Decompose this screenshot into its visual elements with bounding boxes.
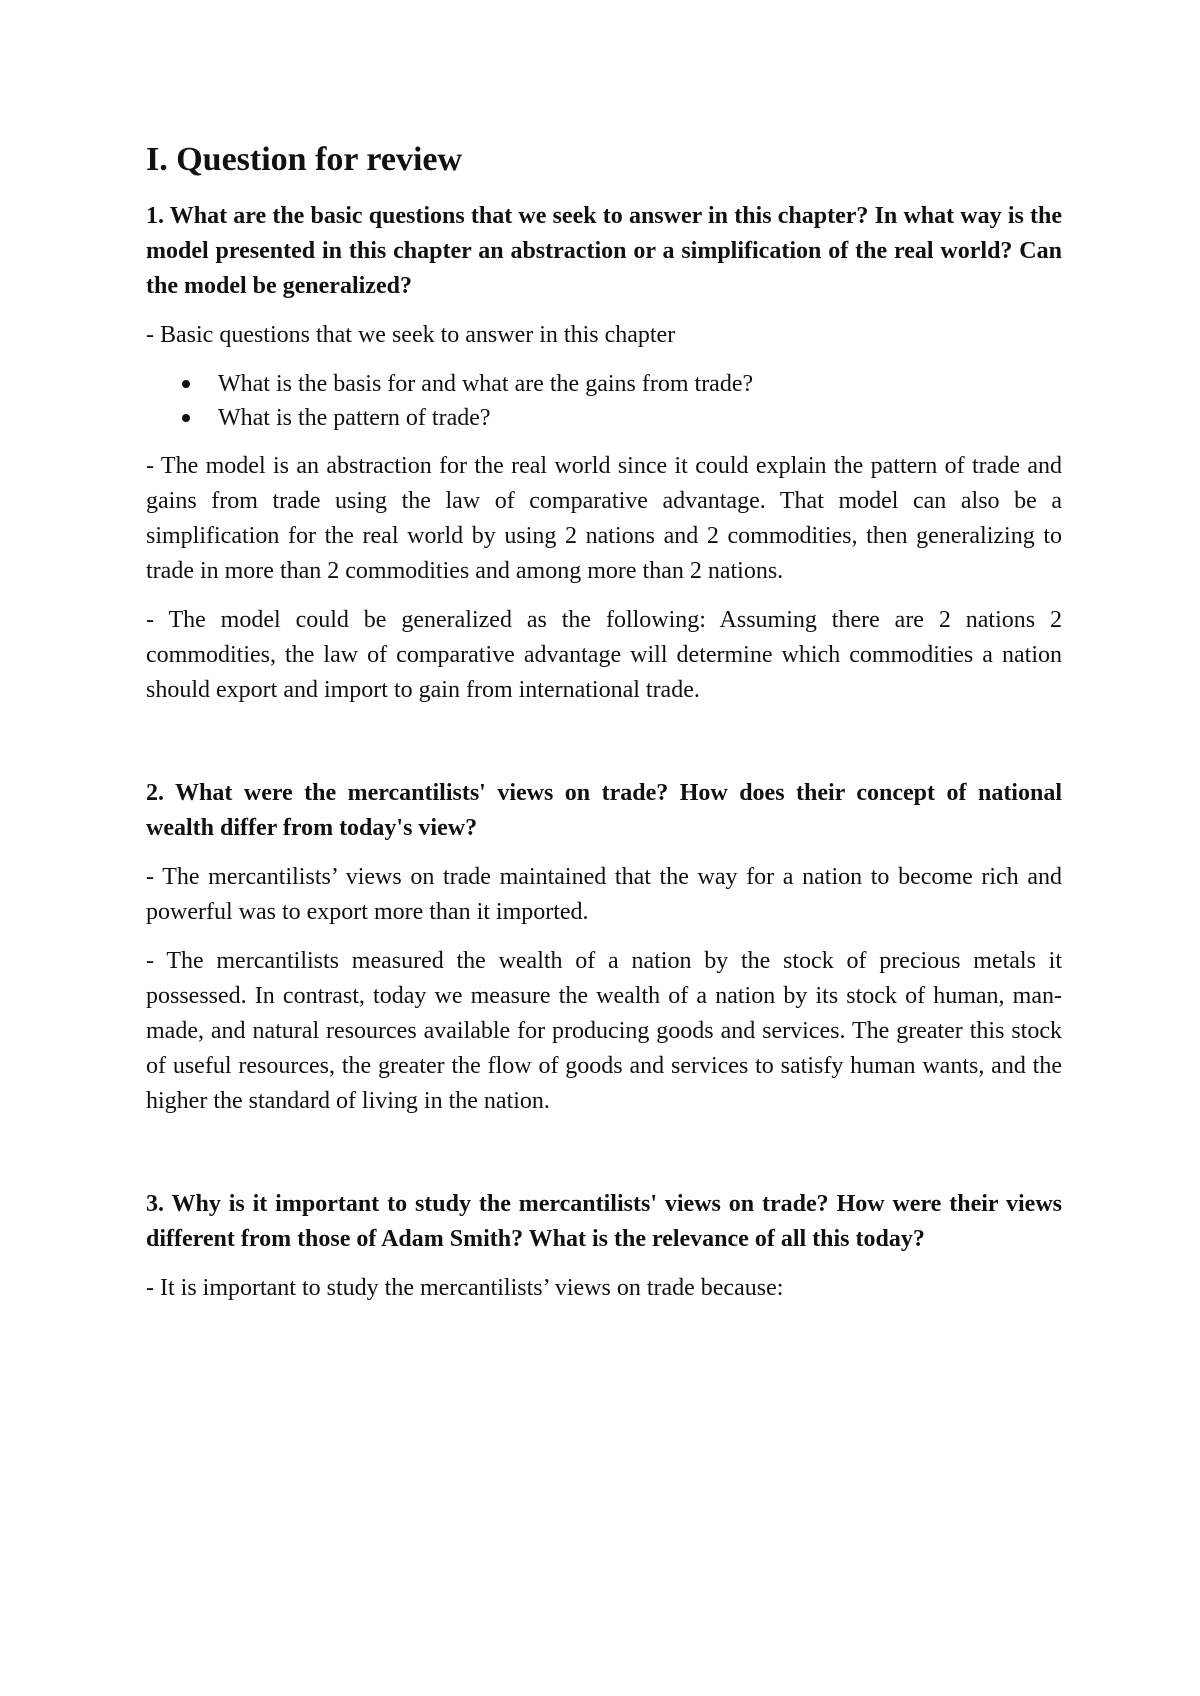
question-3: 3. Why is it important to study the mercantilists' views on trade? How were their views different from those of Adam Smith? What is the relevance of all this today? <box>146 1190 1062 1252</box>
spacer <box>146 1133 1062 1187</box>
q1-answer-2: - The model could be generalized as the following: Assuming there are 2 nations 2 commodities, the law of comparative advantage will determine which commodities a nation should export and import to gain from international trade. <box>146 606 1062 703</box>
list-item-text: What is the pattern of trade? <box>218 404 491 431</box>
q2-answer-2: - The mercantilists measured the wealth of a nation by the stock of precious metals it possessed. In contrast, today we measure the wealth of a nation by its stock of human, man-made, and natural resources available for producing goods and services. The greater this stock of useful resources, the greater the flow of goods and services to satisfy human wants, and the higher the standard of living in the nation. <box>146 947 1062 1114</box>
question-1: 1. What are the basic questions that we seek to answer in this chapter? In what way is the model presented in this chapter an abstraction or a simplification of the real world? Can the model be generalized? <box>146 202 1062 299</box>
bullet-icon <box>182 414 190 422</box>
bullet-icon <box>182 380 190 388</box>
list-item <box>182 367 1062 401</box>
spacer <box>146 722 1062 776</box>
question-2: 2. What were the mercantilists' views on trade? How does their concept of national wealth differ from today's view? <box>146 779 1062 841</box>
q2-answer-1: - The mercantilists’ views on trade maintained that the way for a nation to become rich and powerful was to export more than it imported. <box>146 863 1062 925</box>
list-item <box>182 401 1062 435</box>
q1-intro: - Basic questions that we seek to answer in this chapter <box>146 321 676 348</box>
q1-answer-1: - The model is an abstraction for the real world since it could explain the pattern of trade and gains from trade using the law of comparative advantage. That model can also be a simplification for the real world by using 2 nations and 2 commodities, then generalizing to trade in more than 2 commodities and among more than 2 nations. <box>146 452 1062 584</box>
section-heading: I. Question for review <box>146 141 463 178</box>
list-item-text: What is the basis for and what are the gains from trade? <box>218 370 754 397</box>
document-page <box>146 140 1062 1320</box>
q1-bullet-list <box>146 367 1062 435</box>
q3-answer-1: - It is important to study the mercantilists’ views on trade because: <box>146 1274 784 1301</box>
